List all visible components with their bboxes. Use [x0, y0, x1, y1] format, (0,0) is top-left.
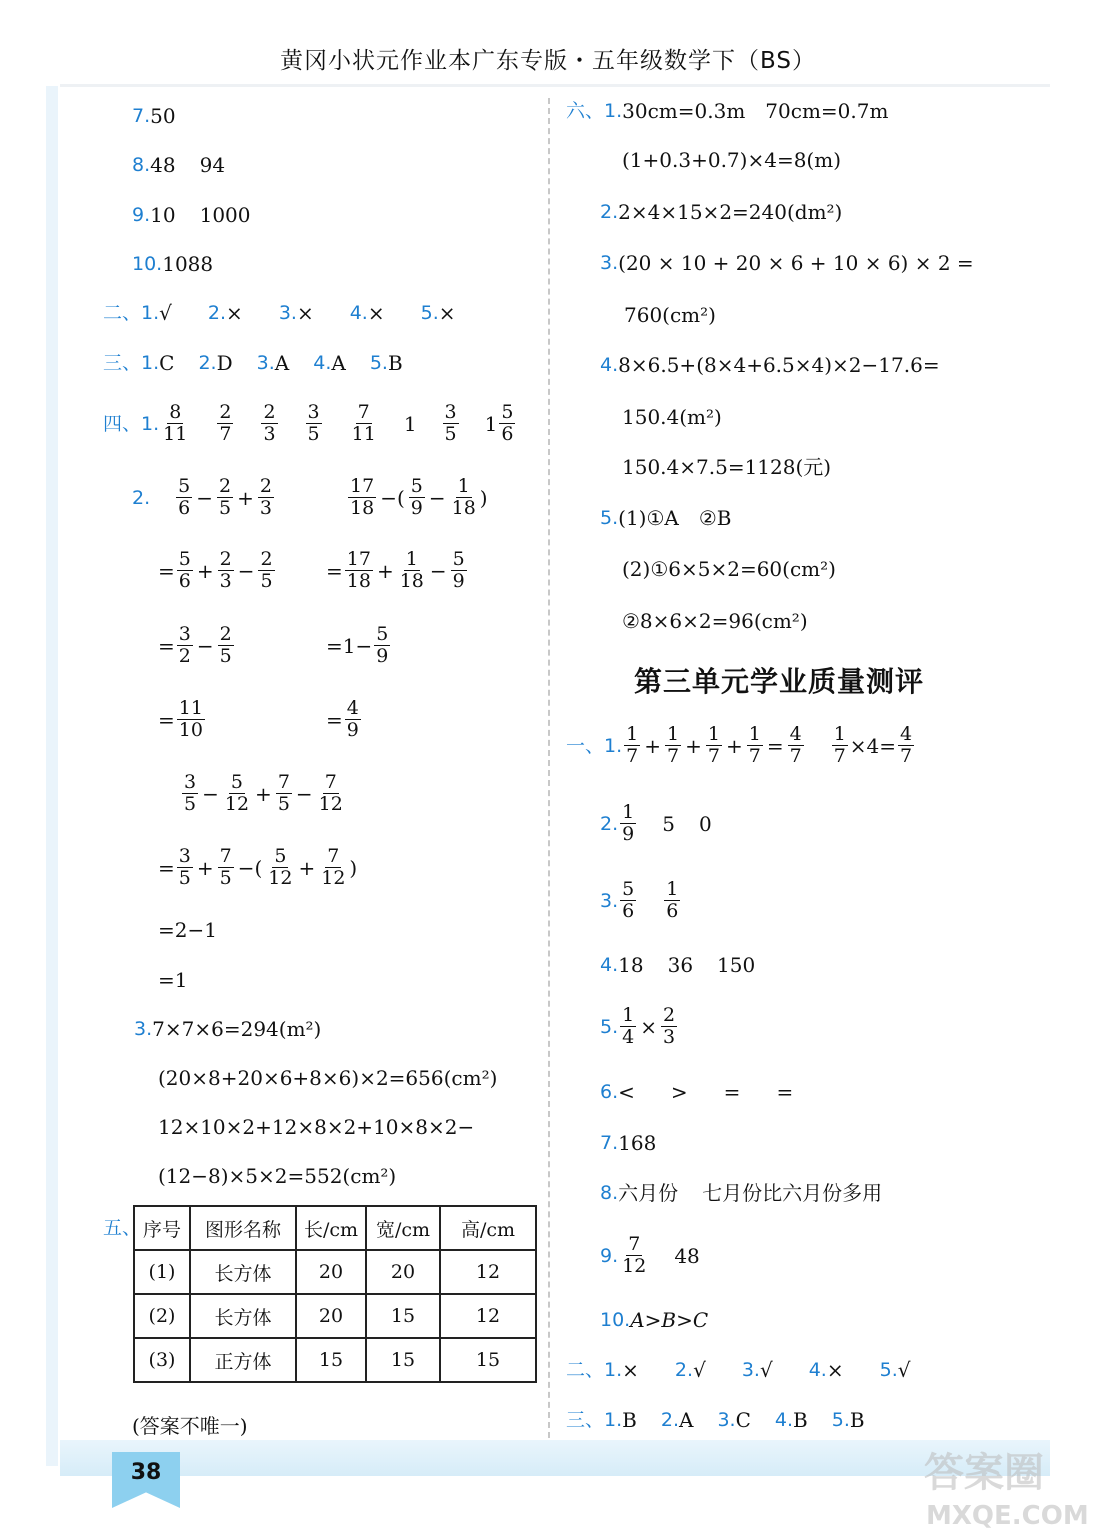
section-4-q2-row1: 2. $\frac{5}{6}$ − $\frac{2}{5}$ + $\frac{2}{3}$ — [132, 475, 272, 519]
section-6-q5-line1: 5. (1)①A ②B — [600, 506, 732, 530]
fraction: $\frac{2}{3}$ — [263, 401, 276, 445]
answer-9: 9. 10 1000 — [132, 203, 251, 227]
section-3-answers: 三、 1. C 2. D 3. A 4. A 5. B — [103, 351, 403, 375]
section-4-q2-row2: = $\frac{5}{6}$ + $\frac{2}{3}$ − $\frac{2}{5}$ — [158, 548, 273, 592]
unit3-q10: 10. A>B>C — [600, 1308, 709, 1332]
svg-text:MXQE.COM: MXQE.COM — [926, 1501, 1089, 1531]
section-5-label: 五、 — [103, 1217, 142, 1239]
section-4-q3-line4: (12−8)×5×2=552(cm²) — [158, 1164, 397, 1188]
unit3-q7: 7. 168 — [600, 1131, 657, 1155]
table-row: (1) 长方体 20 20 12 — [134, 1250, 536, 1294]
section-4-q2-row4: = $\frac{11}{10}$ — [158, 697, 203, 741]
section-4-q1: 四、 1. $\frac{8}{11}$ $\frac{2}{7}$ $\frac{2}{3}$ $\frac{3}{5}$ $\frac{7}{11}$ 1 $\frac{3}{5}$ 1 $\frac{5}{6}$ — [103, 401, 514, 445]
unit3-q4: 4. 18 36 150 — [600, 953, 756, 977]
fraction: $\frac{2}{7}$ — [219, 401, 232, 445]
section-4-q2-row3: = $\frac{3}{2}$ − $\frac{2}{5}$ — [158, 623, 232, 667]
section-6-q3-line2: 760(cm²) — [624, 303, 716, 327]
column-divider — [548, 98, 550, 1438]
unit3-q3: 3. $\frac{5}{6}$ $\frac{1}{6}$ — [600, 878, 679, 922]
fraction: $\frac{3}{5}$ — [444, 401, 457, 445]
table-header-row: 序号 图形名称 长/cm 宽/cm 高/cm — [134, 1206, 536, 1250]
section-6-q1-line2: (1+0.3+0.7)×4=8(m) — [622, 148, 841, 172]
unit3-q6: 6. < > = = — [600, 1080, 794, 1104]
section-4-q3-line2: (20×8+20×6+8×6)×2=656(cm²) — [158, 1066, 498, 1090]
fraction: $\frac{8}{11}$ — [163, 401, 188, 445]
answer-7: 7. 50 — [132, 104, 176, 128]
section-6-q5-line3: ②8×6×2=96(cm²) — [622, 609, 808, 633]
section-6-q2: 2. 2×4×15×2=240(dm²) — [600, 200, 843, 224]
section-4-q3-line3: 12×10×2+12×8×2+10×8×2− — [158, 1115, 475, 1139]
section-2-answers: 二、 1. √ 2. × 3. × 4. × 5. × — [103, 301, 456, 325]
unit3-section-2: 二、 1. × 2. √ 3. √ 4. × 5. √ — [566, 1358, 911, 1382]
unit3-q5: 5. $\frac{1}{4}$ × $\frac{2}{3}$ — [600, 1004, 676, 1048]
fraction: $\frac{7}{11}$ — [351, 401, 376, 445]
footer-band — [60, 1440, 1050, 1476]
section-4-q2-right-row1: $\frac{17}{18}$ −( $\frac{5}{9}$ − $\frac{1}{18}$ ) — [350, 475, 488, 519]
table-row: (3) 正方体 15 15 15 — [134, 1338, 536, 1382]
page-number: 38 — [130, 1460, 162, 1485]
section-4-q2-right-row4: = $\frac{4}{9}$ — [326, 697, 359, 741]
unit-title: 第三单元学业质量测评 — [634, 665, 925, 698]
answer-8: 8. 48 94 — [132, 153, 226, 177]
section-6-q4-line3: 150.4×7.5=1128(元) — [622, 455, 832, 479]
section-4-q2-row7: =2−1 — [158, 918, 217, 942]
page-header: 黄冈小状元作业本广东专版・五年级数学下（BS） — [280, 48, 816, 74]
section-6-q3-line1: 3. (20 × 10 + 20 × 6 + 10 × 6) × 2 = — [600, 251, 974, 275]
svg-text:答案圈: 答案圈 — [924, 1450, 1044, 1496]
answer-10: 10. 1088 — [132, 252, 214, 276]
section-4-q2-row5: $\frac{3}{5}$ − $\frac{5}{12}$ + $\frac{7}{5}$ − $\frac{7}{12}$ — [184, 771, 343, 815]
fraction: $\frac{5}{6}$ — [501, 401, 514, 445]
shape-table — [133, 1205, 537, 1383]
section-4-q2-right-row2: = $\frac{17}{18}$ + $\frac{1}{18}$ − $\frac{5}{9}$ — [326, 548, 465, 592]
unit3-section-3: 三、 1. B 2. A 3. C 4. B 5. B — [566, 1408, 865, 1432]
section-4-q3-line1: 3. 7×7×6=294(m²) — [134, 1017, 322, 1041]
unit3-q1: 一、 1. $\frac{1}{7}$ + $\frac{1}{7}$ + $\frac{1}{7}$ + $\frac{1}{7}$ = $\frac{4}{7}$ $\frac{1}{7}$ ×4= $\frac{4}{7}$ — [566, 723, 913, 767]
section-6-q5-line2: (2)①6×5×2=60(cm²) — [622, 557, 836, 581]
answer-note: (答案不唯一) — [132, 1414, 248, 1438]
section-6-q4-line1: 4. 8×6.5+(8×4+6.5×4)×2−17.6= — [600, 353, 940, 377]
section-4-q2-right-row3: =1− $\frac{5}{9}$ — [326, 623, 389, 667]
watermark-logo — [912, 1436, 1092, 1536]
section-4-q2-row8: =1 — [158, 968, 188, 992]
unit3-q2: 2. $\frac{1}{9}$ 5 0 — [600, 801, 712, 845]
fraction: $\frac{3}{5}$ — [307, 401, 320, 445]
left-margin-bar — [46, 86, 58, 1466]
section-6-q4-line2: 150.4(m²) — [622, 405, 722, 429]
table-row: (2) 长方体 20 15 12 — [134, 1294, 536, 1338]
header-rule — [60, 84, 1050, 87]
unit3-q8: 8. 六月份 七月份比六月份多用 — [600, 1181, 883, 1205]
section-4-q2-row6: = $\frac{3}{5}$ + $\frac{7}{5}$ −( $\frac{5}{12}$ + $\frac{7}{12}$ ) — [158, 845, 358, 889]
section-6-q1-line1: 六、 1. 30cm=0.3m 70cm=0.7m — [566, 99, 889, 123]
unit3-q9: 9. $\frac{7}{12}$ 48 — [600, 1233, 700, 1277]
